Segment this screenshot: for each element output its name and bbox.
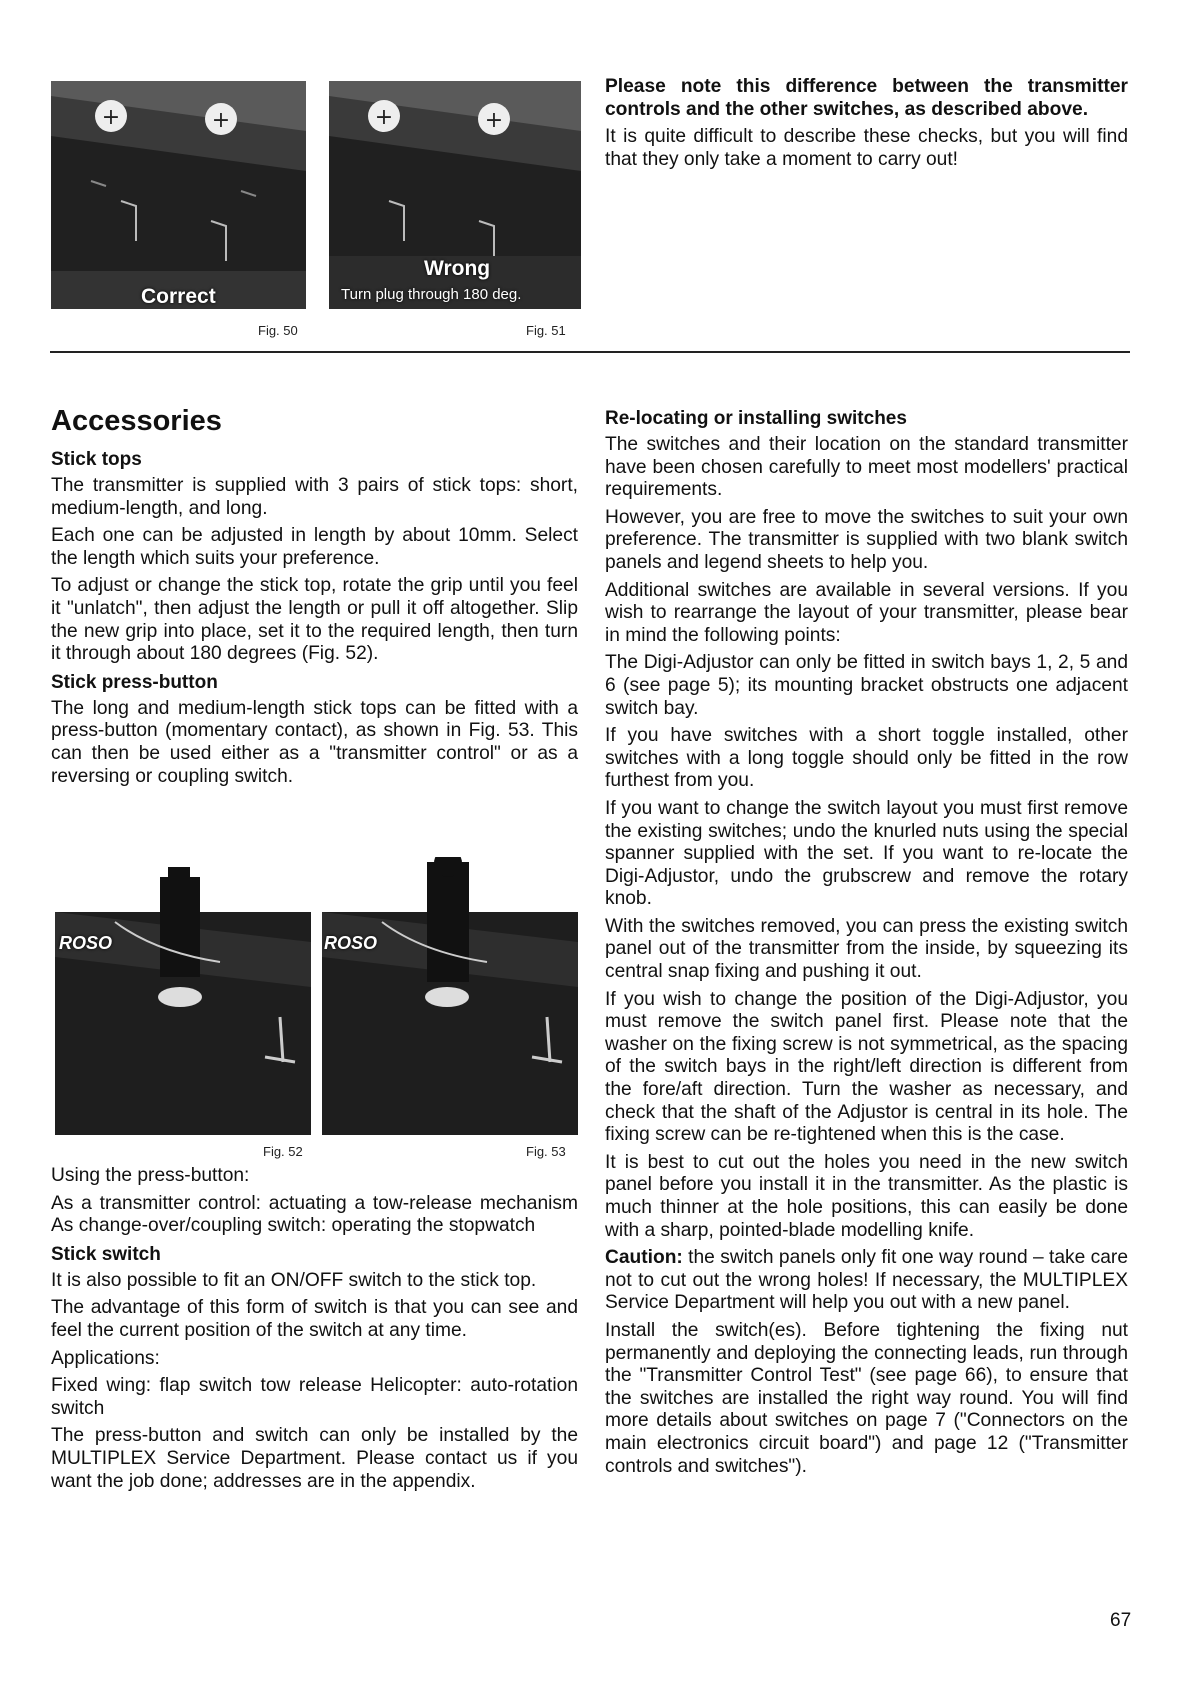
stick-tops-p1: The transmitter is supplied with 3 pairs of stick tops: short, medium-length, and long. — [51, 475, 578, 519]
stick-switch-p4: Fixed wing: flap switch tow release Helicopter: auto-rotation switch — [51, 1375, 578, 1419]
fig-50-overlay-label: Correct — [141, 285, 216, 308]
stick-switch-heading: Stick switch — [51, 1243, 161, 1265]
stick-switch-p3: Applications: — [51, 1347, 160, 1369]
page-number: 67 — [1110, 1610, 1132, 1631]
fig-53-illustration — [322, 857, 578, 1135]
svg-text:+: + — [101, 105, 121, 130]
stick-tops-heading: Stick tops — [51, 449, 142, 470]
fig-50-caption: Fig. 50 — [258, 323, 298, 338]
relocating-p1: The switches and their location on the standard transmitter have been chosen carefully to meet most modellers' practical requirements. — [605, 434, 1128, 501]
relocating-p3: Additional switches are available in several versions. If you wish to rearrange the layout of your transmitter, please bear in mind the following points: — [605, 579, 1128, 646]
caution-text: the switch panels only fit one way round – take care not to cut out the wrong holes! If necessary, the MULTIPLEX Service Department will help you out with a new panel. — [605, 1247, 1128, 1314]
left-column-top — [51, 404, 578, 793]
fig-53-caption: Fig. 53 — [526, 1144, 566, 1159]
top-note-text: It is quite difficult to describe these checks, but you will find that they only take a moment to carry out! — [605, 126, 1128, 170]
top-note — [605, 76, 1128, 176]
fig-52-photo — [55, 857, 311, 1135]
page-title: Accessories — [51, 405, 222, 437]
usage-p2: As a transmitter control: actuating a tow-release mechanism As change-over/coupling switch: operating the stopwatch — [51, 1192, 578, 1237]
relocating-p8: If you wish to change the position of the Digi-Adjustor, you must remove the switch panel first. Please note that the washer on the fixing screw is not symmetrical, as the spacing of the switch bays in the right/left direction is different from the fore/aft direction. Turn the washer as necessary, and check that the shaft of the Adjustor is central in its hole. The fixing screw can be re-tightened when this is the case. — [605, 988, 1128, 1146]
svg-text:+: + — [374, 105, 394, 130]
left-column-bottom — [51, 1165, 578, 1498]
fig-52-caption: Fig. 52 — [263, 1144, 303, 1159]
relocating-heading: Re-locating or installing switches — [605, 408, 907, 429]
caution-paragraph — [605, 1247, 1128, 1315]
svg-text:+: + — [211, 108, 231, 133]
fig-51-photo — [329, 81, 581, 309]
relocating-p9: It is best to cut out the holes you need in the new switch panel before you install it in the transmitter. As the plastic is much thinner at the hole positions, this can easily be done with a sharp, pointed-blade modelling knife. — [605, 1151, 1128, 1241]
relocating-p4: The Digi-Adjustor can only be fitted in switch bays 1, 2, 5 and 6 (see page 5); its mounting bracket obstructs one adjacent switch bay. — [605, 652, 1128, 719]
fig-50-photo — [51, 81, 306, 309]
fig-51-overlay-title: Wrong — [424, 257, 491, 280]
fig-52-illustration — [55, 857, 311, 1135]
relocating-p5: If you have switches with a short toggle installed, other switches with a long toggle should only be fitted in the row furthest from you. — [605, 725, 1128, 792]
stick-switch-p5: The press-button and switch can only be installed by the MULTIPLEX Service Department. Please contact us if you want the job done; addresses are in the appendix. — [51, 1425, 578, 1492]
fig-52-overlay-label: ROSO — [59, 933, 113, 953]
fig-53-overlay-label: ROSO — [324, 933, 378, 953]
usage-p1: Using the press-button: — [51, 1165, 250, 1186]
caution-label: Caution: — [605, 1247, 683, 1269]
section-divider — [50, 351, 1130, 353]
fig-51-overlay-subtitle: Turn plug through 180 deg. — [341, 286, 522, 303]
fig-51-caption: Fig. 51 — [526, 323, 566, 338]
relocating-p10: Install the switch(es). Before tightening the fixing nut permanently and deploying the connecting leads, run through the "Transmitter Control Test" (see page 66), to ensure that the switches are installed the right way round. You will find more details about switches on page 7 ("Connectors on the main electronics circuit board") and page 12 ("Transmitter controls and switches"). — [605, 1319, 1128, 1477]
press-button-p1: The long and medium-length stick tops can be fitted with a press-button (momentary contact), as shown in Fig. 53. This can then be used either as a "transmitter control" or as a reversing or coupling switch. — [51, 697, 578, 787]
fig-53-photo — [322, 857, 578, 1135]
stick-tops-p2: Each one can be adjusted in length by about 10mm. Select the length which suits your preference. — [51, 525, 578, 569]
stick-tops-p3: To adjust or change the stick top, rotate the grip until you feel it "unlatch", then adjust the length or pull it off altogether. Slip the new grip into place, set it to the required length, then turn it through about 180 degrees (Fig. 52). — [51, 575, 578, 665]
press-button-heading: Stick press-button — [51, 671, 218, 693]
stick-switch-p2: The advantage of this form of switch is that you can see and feel the current position of the switch at any time. — [51, 1297, 578, 1341]
svg-text:+: + — [484, 108, 504, 133]
relocating-p2: However, you are free to move the switches to suit your own preference. The transmitter is supplied with two blank switch panels and legend sheets to help you. — [605, 506, 1128, 573]
top-note-bold: Please note this difference between the transmitter controls and the other switches, as described above. — [605, 76, 1128, 120]
right-column — [605, 407, 1128, 1483]
relocating-p7: With the switches removed, you can press the existing switch panel out of the transmitter from the inside, by squeezing its central snap fixing and pushing it out. — [605, 915, 1128, 983]
relocating-p6: If you want to change the switch layout you must first remove the existing switches; undo the knurled nuts using the special spanner supplied with the set. If you want to re-locate the Digi-Adjustor, undo the grubscrew and remove the rotary knob. — [605, 797, 1128, 910]
stick-switch-p1: It is also possible to fit an ON/OFF switch to the stick top. — [51, 1269, 537, 1291]
fig-50-illustration — [51, 81, 306, 309]
